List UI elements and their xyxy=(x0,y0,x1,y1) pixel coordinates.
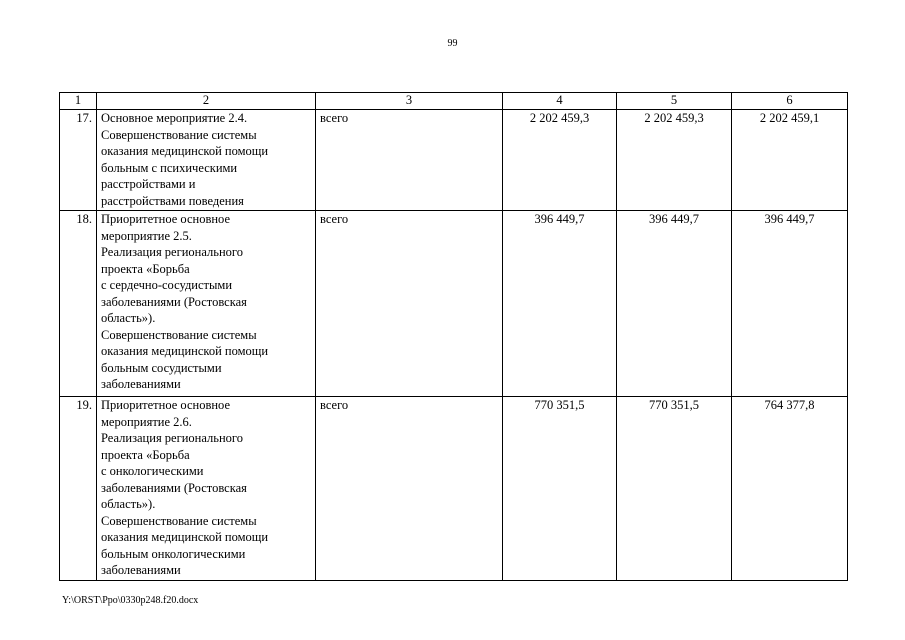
description-line: проекта «Борьба xyxy=(101,447,190,462)
row-number: 18. xyxy=(60,211,97,397)
row-value-col4: 770 351,5 xyxy=(503,397,617,581)
row-type: всего xyxy=(316,397,503,581)
description-line: заболеваниями xyxy=(101,377,181,391)
description-line: заболеваниями (Ростовская xyxy=(101,480,247,495)
description-line: область»). xyxy=(101,311,156,325)
header-col-2: 2 xyxy=(97,93,316,110)
description-line: расстройствами и xyxy=(101,177,196,191)
description-line: с онкологическими xyxy=(101,464,204,478)
description-line: Основное мероприятие 2.4. xyxy=(101,111,248,125)
row-description xyxy=(97,211,316,397)
header-col-6: 6 xyxy=(732,93,848,110)
description-line: оказания медицинской помощи xyxy=(101,144,269,158)
row-description xyxy=(97,110,316,211)
row-description xyxy=(97,397,316,581)
description-line: Совершенствование системы xyxy=(101,513,257,528)
description-line: оказания медицинской помощи xyxy=(101,530,269,544)
table-row xyxy=(60,110,848,211)
header-row xyxy=(60,93,848,110)
description-line: область»). xyxy=(101,497,156,511)
description-line: с сердечно-сосудистыми xyxy=(101,278,233,292)
description-line: Реализация регионального xyxy=(101,431,243,445)
description-line: Приоритетное основное xyxy=(101,212,230,226)
description-line: Совершенствование системы xyxy=(101,127,257,142)
description-line: Реализация регионального xyxy=(101,245,243,259)
row-type: всего xyxy=(316,110,503,211)
table-row xyxy=(60,397,848,581)
description-line: больным с психическими xyxy=(101,160,238,175)
header-col-3: 3 xyxy=(316,93,503,110)
description-line: больным сосудистыми xyxy=(101,360,222,375)
description-line: заболеваниями (Ростовская xyxy=(101,294,247,309)
header-col-1: 1 xyxy=(60,93,97,110)
table-row xyxy=(60,211,848,397)
row-type: всего xyxy=(316,211,503,397)
row-value-col4: 2 202 459,3 xyxy=(503,110,617,211)
row-number: 19. xyxy=(60,397,97,581)
row-value-col6: 764 377,8 xyxy=(732,397,848,581)
description-line: мероприятие 2.5. xyxy=(101,228,192,243)
data-table xyxy=(59,92,848,581)
description-line: Приоритетное основное xyxy=(101,398,230,412)
description-line: расстройствами поведения xyxy=(101,193,244,208)
row-value-col6: 396 449,7 xyxy=(732,211,848,397)
header-col-4: 4 xyxy=(503,93,617,110)
description-line: заболеваниями xyxy=(101,563,181,577)
row-value-col6: 2 202 459,1 xyxy=(732,110,848,211)
row-value-col4: 396 449,7 xyxy=(503,211,617,397)
description-line: оказания медицинской помощи xyxy=(101,344,269,358)
description-line: мероприятие 2.6. xyxy=(101,414,192,429)
row-value-col5: 770 351,5 xyxy=(617,397,732,581)
row-value-col5: 2 202 459,3 xyxy=(617,110,732,211)
row-number: 17. xyxy=(60,110,97,211)
row-value-col5: 396 449,7 xyxy=(617,211,732,397)
page-number: 99 xyxy=(447,38,458,49)
description-line: больным онкологическими xyxy=(101,546,246,561)
footer-file-path: Y:\ORST\Ppo\0330p248.f20.docx xyxy=(62,595,199,606)
description-line: проекта «Борьба xyxy=(101,261,190,276)
header-col-5: 5 xyxy=(617,93,732,110)
description-line: Совершенствование системы xyxy=(101,327,257,342)
